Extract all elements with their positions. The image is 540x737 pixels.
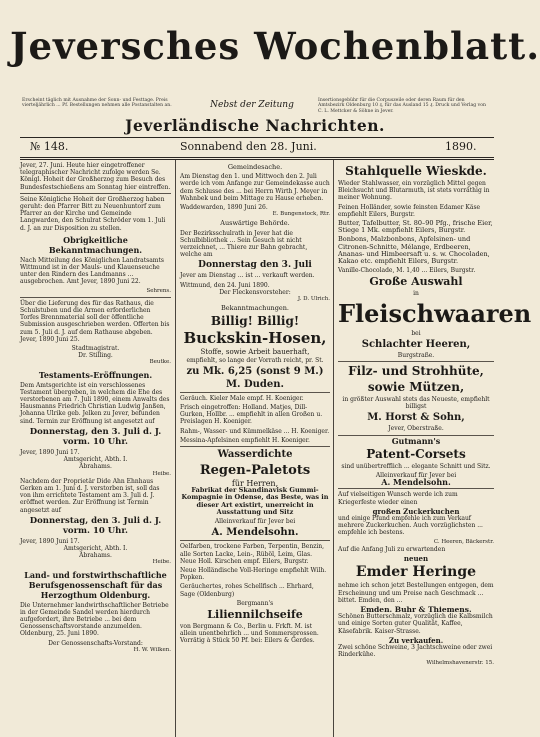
signer-2a: Stadtmagistrat. — [71, 345, 120, 353]
ad-schellfisch: Geräuchertes, rohes Schellfisch ... Ehrhard, Sage (Oldenburg) — [180, 583, 314, 598]
heading-testaments: Testaments-Eröffnungen. — [38, 369, 153, 380]
ad-gerauch: Geräuch. Kieler Male empf. H. Koeniger. — [180, 394, 304, 402]
filz-headline-2: sowie Mützen, — [367, 380, 465, 395]
notice-berufsgenossenschaft: Die Unternehmer landwirthschaftlicher Betriebe in der Gemeinde Sandel werden hierdurch aufgefordert, ihre Betriebe ... bei dem Genossenschaftsvorstande anzumelden. Oldenburg, 25. Juni 1890. — [20, 601, 169, 638]
auswahl-headline: Große Auswahl — [369, 275, 463, 289]
heading-berufsgenossenschaft: Land- und forstwirthschaftliche Berufsgenossenschaft für das Herzogthum Oldenburg. — [24, 569, 167, 600]
lilien-body: von Bergmann & Co., Berlin u. Frkft. M. ist allein unentbehrlich ... und Sommersprossen. Vorrätig à Stück 50 Pf. bei: Eilers & Gerdes. — [180, 622, 319, 645]
ad-vanille: Vanille-Chocolade, M. 1,40 ... Eilers, Burgstr. — [338, 267, 476, 275]
dateline — [20, 139, 494, 157]
ad-kaese: Rahm-, Wasser- und Kümmelkäse ... H. Koeniger. — [180, 427, 330, 435]
ad-hollaender: Feinen Holländer, sowie feinsten Edamer Käse empfiehlt Eilers, Burgstr. — [338, 203, 481, 218]
column-divider-1 — [175, 160, 176, 737]
notice-testament-1: Dem Amtsgerichte ist ein verschlossenes Testament übergeben, in welchem die Ehe des verstorbenen am 7. Juli 1890, einem Anwalts des Hausmanns Friedrich Christian Ludwig Janßen, Johanna Ulrike geb. Jelken zu Jever, befunden sind. Termin zur Eröffnung ist angesetzt auf — [20, 381, 170, 425]
news-appointments: Seine Königliche Hoheit der Großherzog haben geruht: den Pfarrer Bitt zu Neuenhuntorf zum Pfarrer an der Kirche und Gemeinde Langwarden, den Schulrat Schröder vom 1. Juli d. J. an zur Disposition zu stellen. — [20, 195, 166, 232]
gutmann-agent: Alleinverkauf für Jever bei — [375, 472, 457, 480]
behoerde-notice: Der Bezirksschulrath in Jever hat die Schulbibliothek ... Sein Gesuch ist nicht verzeichnet, ... Thiere zur Bahn gebracht, welche am — [180, 229, 308, 259]
issue-date: Sonnabend den 28. Juni. — [180, 140, 317, 153]
heading-gemeindesache: Gemeindesache. — [227, 163, 283, 171]
rule-bottom-2 — [20, 159, 494, 160]
column-1 — [20, 162, 171, 732]
billig-headline: Billig! Billig! — [210, 314, 300, 329]
behoerde-signer-a: Der Fleckensvorsteher: — [219, 288, 291, 296]
signer-testament-1: Heibe. — [152, 470, 171, 477]
gutmann-headline: Patent-Corsets — [366, 446, 466, 461]
issue-year: 1890. — [445, 140, 477, 153]
notice-peat-delivery: Über die Lieferung des für das Rathaus, die Schulstuben und die Armen erforderlichen Torfes Brennmaterial soll der öffentliche Submission ausgeschrieben werden. Offerten bis zum 5. Juli d. J. auf dem Rathause abgeben. Jever, 1890 Juni 25. — [20, 299, 170, 343]
masthead-left-note: Erscheint täglich mit Ausnahme der Sonn- und Festtage. Preis vierteljährlich ... Pf. Bestellungen nehmen alle Postanstalten an. — [22, 98, 172, 109]
filz-body: in größter Auswahl stets das Neueste, empfiehlt billigst — [342, 396, 490, 411]
masthead-title: Jeversches Wochenblatt. — [10, 24, 540, 68]
fleischwaaren-headline: Fleischwaaren — [338, 298, 532, 328]
issue-number: № 148. — [30, 140, 69, 153]
zuckerkuchen-signer: C. Heeren, Bäckerstr. — [433, 538, 494, 545]
ad-oelfarben: Oelfarben, trockene Farben, Terpentin, Benzin, alle Sorten Lacke, Lein-, Rüböl, Leim, Glas. Neue Holl. Kirschen empf. Eilers, Burgstr. — [180, 543, 325, 565]
ad-heringe-popken: Neue Holländische Voll-Heringe empfiehlt Wilh. Popken. — [180, 566, 327, 582]
gemeinde-notice: Am Dienstag den 1. und Mittwoch den 2. Juli werde ich vom Anfange zur Gemeindekasse auch dem Schlusse des ... bei Herrn Wirth J. Meyer in Wahnbek und beim Mittage zu Hause erheben. — [180, 173, 330, 202]
paletots-line-2: Regen-Paletots — [199, 463, 311, 479]
gutmann-name: A. Mendelsohn. — [381, 477, 451, 488]
ad-bonbons: Bonbons, Malzbonbons, Apfelsinen- und Citronen-Schnitte, Mélange, Erdbeeren, Ananas- und Himbeersaft u. s. w. Chocoladen, Kakao etc. empfiehlt Eilers, Burgstr. — [338, 235, 490, 266]
signer-2c: Beutke. — [149, 359, 171, 366]
signer-testament-2: Heibe. — [152, 559, 171, 566]
emder-pre: Auf die Anfang Juli zu erwartenden — [338, 545, 446, 553]
horst-name: M. Horst & Sohn, — [367, 412, 465, 424]
buckskin-headline: Buckskin-Hosen, — [183, 329, 327, 348]
duden-name: M. Duden. — [225, 378, 285, 390]
emder-headline: Emder Heringe — [355, 564, 477, 581]
paletots-agent: Alleinverkauf für Jever bei — [214, 518, 296, 526]
gemeinde-date: Waddewarden, 1890 Juni 26. — [180, 204, 268, 212]
masthead-middle-note: Nebst der Zeitung — [210, 100, 294, 110]
column-3 — [338, 162, 532, 732]
column-divider-2 — [333, 160, 334, 737]
rule-bottom — [20, 157, 494, 158]
heading-auswaertige-behoerde: Auswärtige Behörde. — [220, 219, 290, 228]
signer-5b: H. W. Wilken. — [133, 646, 171, 653]
behoerde-note: Jever am Dienstag ... ist ... verkauft werden. — [180, 272, 315, 280]
behoerde-term: Donnerstag den 3. Juli — [198, 260, 312, 271]
notice-epidemic: Nach Mitteilung des Königlichen Landratsamts Wittmund ist in der Mauls- und Klauenseuche unter den Rindern des Landmanns ... ausgebrochen. Amt Jever, 1890 Juni 22. — [20, 256, 164, 286]
court-testament-2: Amtsgericht, Abth. I. — [63, 544, 128, 552]
verkaufen-body: Zwei schöne Schweine, 3 Jachtschweine oder zwei Rinderkühe. — [338, 643, 493, 659]
signer-1: Sehrens. — [146, 287, 171, 294]
date-testament-2: Jever, 1890 Juni 17. — [20, 537, 80, 545]
horst-address: Jever, Oberstraße. — [388, 425, 444, 433]
masthead-subtitle: Jeverländische Nachrichten. — [125, 116, 385, 135]
ad-messina: Messina-Apfelsinen empfiehlt H. Koeniger. — [180, 436, 310, 444]
verkaufen-headline: Zu verkaufen. — [388, 635, 444, 645]
ad-butterschmalz: Schönen Butterschmalz, vorzüglich die Kalbsmilch und einige Sorten guter Qualität, Kaffee, Käsefabrik. Kaiser-Strasse. — [338, 613, 493, 635]
schlachter-pre: bei — [411, 329, 421, 337]
zuckerkuchen-pre: Auf vielseitigen Wunsch werde ich zum Kriegerfeste wieder einen — [338, 491, 458, 506]
paletots-mendelsohn: A. Mendelsohn. — [211, 527, 299, 539]
filz-headline-1: Filz- und Strohhüte, — [348, 364, 484, 379]
column-2 — [180, 162, 330, 732]
schlachter-street: Burgstraße. — [397, 351, 435, 359]
signer-5a: Der Genossenschafts-Vorstand: — [48, 639, 143, 647]
stahlquelle-headline: Stahlquelle Wieskde. — [345, 164, 487, 178]
gutmann-pre: Gutmann's — [391, 435, 441, 446]
verkaufen-signer: Wilhelmshavenerstr. 15. — [426, 660, 494, 667]
zuckerkuchen-body: und einige Pfund empfehle ich zum Verkauf mehrere Zuckerkuchen. Auch vorzüglichsten ... empfehle ich bestens. — [338, 515, 483, 537]
heading-official-notices: Obrigkeitliche Bekanntmachungen. — [48, 234, 143, 255]
court-testament-1: Amtsgericht, Abth. I. — [63, 456, 128, 464]
clerk-testament-2: Abrahams. — [79, 552, 112, 560]
stahlquelle-body: Wieder Stahlwasser, ein vorzüglich Mittel gegen Bleichsucht und Blutarmuth, ist stets vorräthig in meiner Wohnung. — [338, 180, 490, 202]
behoerde-date: Wittmund, den 24. Juni 1890. — [180, 281, 270, 289]
emden-firm: Emden. Buhr & Thiemens. — [360, 604, 472, 614]
rule-top — [20, 137, 494, 138]
ad-butter: Butter, Tafelbutter, St. 80–90 Pfg., frische Eier, Stiege 1 Mk. empfiehlt Eilers, Burgstr. — [338, 219, 493, 235]
paletots-line-1: Wasserdichte — [217, 449, 293, 461]
schlachter-name: Schlachter Heeren, — [361, 338, 471, 350]
behoerde-signer-b: J. D. Ulrich. — [297, 296, 330, 303]
emder-body: nehme ich schon jetzt Bestellungen entgegen, dem Erscheinung und um Preise nach Geschmack ... bittet. Emden, den ... — [338, 582, 494, 604]
date-testament-1: Jever, 1890 Juni 17. — [20, 448, 80, 456]
notice-testament-2: Nachdem der Proprietär Dide Ahn Ehnhaus Gerken am 1. Juni d. J. verstorben ist, soll das von ihm errichtete Testament am 3. Juli d. J. eröffnet werden. Zur Eröffnung ist Termin angesetzt auf — [20, 477, 160, 514]
clerk-testament-1: Abrahams. — [79, 463, 112, 471]
auswahl-sub: in — [413, 290, 419, 298]
buckskin-sub: Stoffe, sowie Arbeit bauerhaft, — [200, 348, 310, 357]
term-1: Donnerstag, den 3. Juli d. J. vorm. 10 Uhr. — [29, 426, 162, 447]
ad-frisch: Frisch eingetroffen: Holland. Matjes, Dill-Gurken, Hollbr. ... empfiehlt in allen Großen u. Preislagen H. Koeniger. — [180, 404, 323, 426]
masthead-right-note: Insertionsgebühr für die Corpuszeile oder deren Raum für den Amtsbezirk Oldenburg 10 ₰, für das Ausland 15 ₰. Druck und Verlag von C. L. Mettcker & Söhne in Jever. — [318, 98, 486, 114]
signer-2b: Dr. Stilling. — [78, 352, 113, 360]
gutmann-body: sind unübertrefflich ... elegante Schnitt und Sitz. — [341, 462, 491, 470]
lilien-headline: Liliennilchseife — [207, 607, 303, 621]
paletots-line-3: für Herren, — [231, 479, 279, 489]
paletots-body: Fabrikat der Skandinavisk Gummi-Kompagnie in Odense, das Beste, was in dieser Art existirt, unerreicht in Ausstattung und Sitz — [181, 486, 329, 516]
gemeinde-signer: E. Bungenstock, Rtr. — [272, 211, 330, 218]
news-lead: Jever, 27. Juni. Heute hier eingetroffener telegraphischer Nachricht zufolge werden Se. Königl. Hoheit der Großherzog zum Besuch des Bundesfestschießens am Sonntag hier eintreffen. — [20, 162, 171, 191]
lilien-pre: Bergmann's — [236, 599, 274, 607]
emder-neue: neuen — [403, 554, 429, 564]
buckskin-price-note: empfiehlt, so lange der Vorrath reicht, pr. St. — [186, 356, 324, 364]
heading-bekanntmachungen: Bekanntmachungen. — [221, 304, 289, 313]
zuckerkuchen-headline: großen Zuckerkuchen — [372, 506, 460, 516]
buckskin-price: zu Mk. 6,25 (sonst 9 M.) — [186, 365, 324, 377]
term-2: Donnerstag, den 3. Juli d. J. vorm. 10 Uhr. — [29, 515, 162, 536]
